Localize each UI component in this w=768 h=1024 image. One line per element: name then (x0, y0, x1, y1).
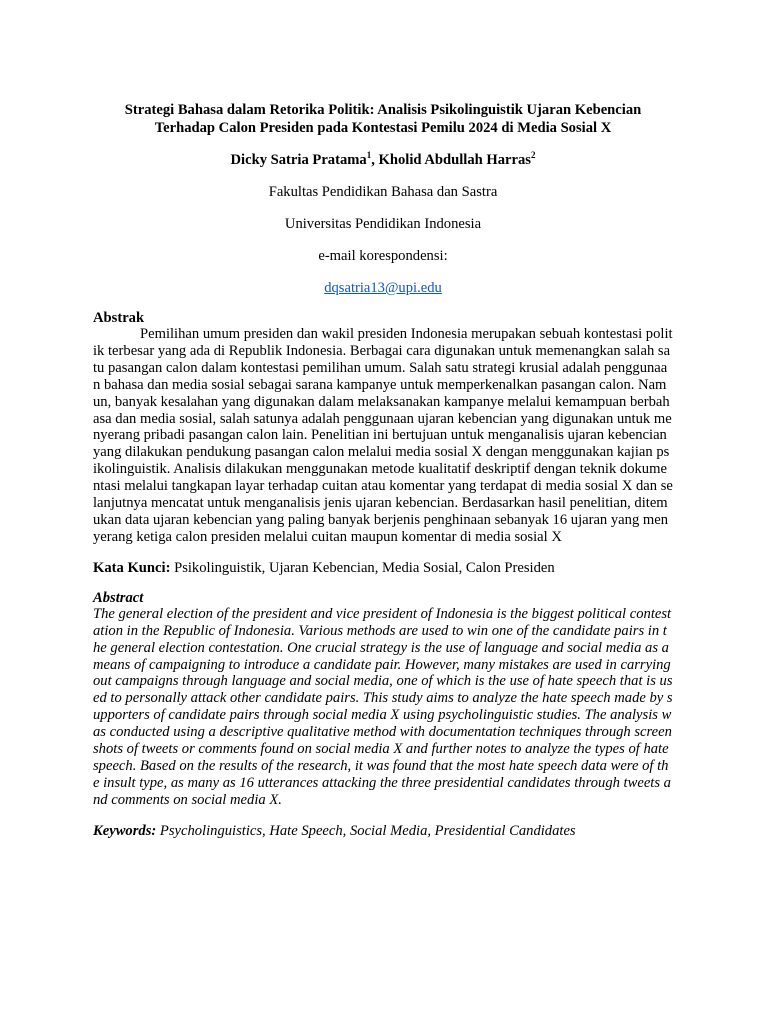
keywords (93, 822, 673, 840)
author-affiliation-mark: 1 (366, 150, 372, 160)
paper-title: Strategi Bahasa dalam Retorika Politik: Analisis Psikolinguistik Ujaran Kebencian Terhadap Calon Presiden pada Kontestasi Pemilu 2024 di Media Sosial X (124, 102, 642, 136)
abstract-heading: Abstract (93, 589, 144, 606)
abstract-text: The general election of the president and vice president of Indonesia is the biggest political contestation in the Republic of Indonesia. Various methods are used to win one of the candidate pairs in the general election contestation. One crucial strategy is the use of language and social media as a means of campaigning to introduce a candidate pair. However, many mistakes are used in carrying out campaigns through language and social media, one of which is the use of hate speech that is used to personally attack other candidate pairs. This study aims to analyze the hate speech made by supporters of candidate pairs through social media X using psycholinguistic studies. The analysis was conducted using a descriptive qualitative method with documentation techniques through screenshots of tweets or comments found on social media X and further notes to analyze the types of hate speech. Based on the results of the research, it was found that the most hate speech data were of the insult type, as many as 16 utterances attacking the three presidential candidates through tweets and comments on social media X. (93, 605, 673, 808)
author-name: Dicky Satria Pratama (230, 152, 367, 168)
abstrak-text: Pemilihan umum presiden dan wakil presiden Indonesia merupakan sebuah kontestasi politik terbesar yang ada di Republik Indonesia. Berbagai cara digunakan untuk memenangkan salah satu pasangan calon dalam kontestasi pemilihan umum. Salah satu strategi krusial adalah penggunaan bahasa dan media sosial sebagai sarana kampanye untuk memperkenalkan pasangan calon. Namun, banyak kesalahan yang digunakan dalam melaksanakan kampanye melalui kemampuan berbahasa dan media sosial, salah satunya adalah penggunaan ujaran kebencian yang digunakan untuk menyerang pribadi pasangan calon lain. Penelitian ini bertujuan untuk menganalisis ujaran kebencian yang dilakukan pendukung pasangan calon melalui media sosial X dengan menggunakan kajian psikolinguistik. Analisis dilakukan menggunakan metode kualitatif deskriptif dengan teknik dokumentasi melalui tangkapan layar terhadap cuitan atau komentar yang terdapat di media sosial X dan selanjutnya mencatat untuk menganalisis jenis ujaran kebencian. Berdasarkan hasil penelitian, ditemukan data ujaran kebencian yang paling banyak berjenis penghinaan sebanyak 16 ujaran yang menyerang ketiga calon presiden melalui cuitan maupun komentar di media sosial X (93, 326, 673, 545)
kata-kunci-value: Psikolinguistik, Ujaran Kebencian, Media Sosial, Calon Presiden (170, 559, 555, 576)
faculty: Fakultas Pendidikan Bahasa dan Sastra (268, 184, 498, 200)
paper-page (93, 101, 673, 840)
keywords-value: Psycholinguistics, Hate Speech, Social Media, Presidential Candidates (156, 822, 576, 839)
email-line (93, 279, 673, 297)
author-separator: , (371, 152, 379, 168)
email-label: e-mail korespondensi: (318, 248, 448, 264)
author-name: Kholid Abdullah Harras (378, 152, 531, 168)
kata-kunci (93, 559, 673, 577)
kata-kunci-label: Kata Kunci: (93, 559, 171, 576)
email-link[interactable]: dqsatria13@upi.edu (324, 280, 442, 296)
keywords-label: Keywords: (93, 822, 157, 839)
author-line (93, 151, 673, 169)
abstrak-heading: Abstrak (93, 310, 145, 326)
author-affiliation-mark: 2 (530, 150, 536, 160)
university: Universitas Pendidikan Indonesia (284, 216, 482, 232)
